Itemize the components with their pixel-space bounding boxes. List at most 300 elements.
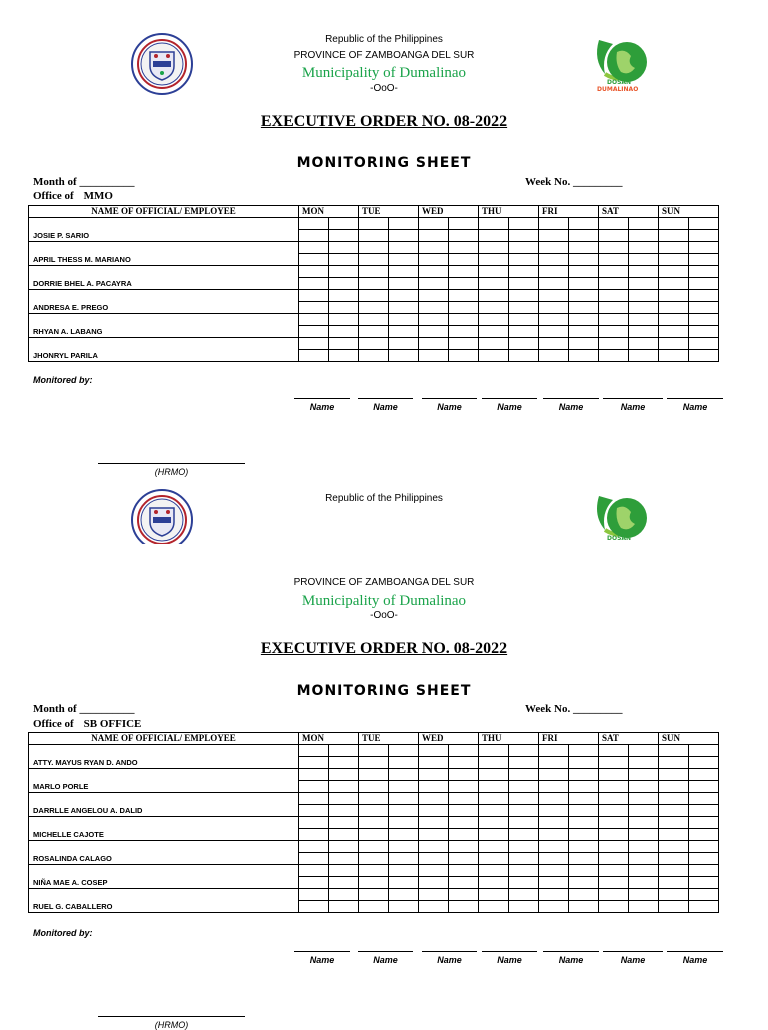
attendance-cell[interactable] [539,242,569,254]
attendance-cell[interactable] [509,757,539,769]
attendance-cell[interactable] [299,338,329,350]
attendance-cell[interactable] [359,805,389,817]
attendance-cell[interactable] [419,781,449,793]
attendance-cell[interactable] [539,230,569,242]
attendance-cell[interactable] [389,350,419,362]
attendance-cell[interactable] [599,266,629,278]
attendance-cell[interactable] [659,817,689,829]
attendance-cell[interactable] [659,889,689,901]
attendance-cell[interactable] [569,230,599,242]
attendance-cell[interactable] [389,901,419,913]
attendance-cell[interactable] [659,829,689,841]
attendance-cell[interactable] [329,218,359,230]
attendance-cell[interactable] [329,266,359,278]
attendance-cell[interactable] [539,326,569,338]
attendance-cell[interactable] [599,350,629,362]
attendance-cell[interactable] [299,901,329,913]
attendance-cell[interactable] [569,829,599,841]
attendance-cell[interactable] [299,889,329,901]
attendance-cell[interactable] [329,877,359,889]
attendance-cell[interactable] [599,290,629,302]
attendance-cell[interactable] [569,805,599,817]
attendance-cell[interactable] [539,254,569,266]
attendance-cell[interactable] [689,302,719,314]
attendance-cell[interactable] [299,757,329,769]
attendance-cell[interactable] [659,254,689,266]
attendance-cell[interactable] [479,841,509,853]
attendance-cell[interactable] [359,242,389,254]
attendance-cell[interactable] [659,278,689,290]
attendance-cell[interactable] [419,757,449,769]
attendance-cell[interactable] [599,889,629,901]
attendance-cell[interactable] [539,314,569,326]
attendance-cell[interactable] [689,877,719,889]
attendance-cell[interactable] [359,853,389,865]
attendance-cell[interactable] [689,757,719,769]
attendance-cell[interactable] [479,853,509,865]
attendance-cell[interactable] [299,829,329,841]
attendance-cell[interactable] [419,290,449,302]
attendance-cell[interactable] [389,302,419,314]
attendance-cell[interactable] [389,889,419,901]
attendance-cell[interactable] [599,793,629,805]
attendance-cell[interactable] [629,338,659,350]
attendance-cell[interactable] [479,302,509,314]
attendance-cell[interactable] [389,841,419,853]
attendance-cell[interactable] [449,817,479,829]
attendance-cell[interactable] [659,769,689,781]
attendance-cell[interactable] [329,254,359,266]
attendance-cell[interactable] [329,745,359,757]
attendance-cell[interactable] [419,254,449,266]
attendance-cell[interactable] [419,841,449,853]
attendance-cell[interactable] [599,278,629,290]
attendance-cell[interactable] [449,853,479,865]
attendance-cell[interactable] [569,769,599,781]
attendance-cell[interactable] [479,769,509,781]
attendance-cell[interactable] [359,254,389,266]
attendance-cell[interactable] [359,769,389,781]
attendance-cell[interactable] [659,841,689,853]
attendance-cell[interactable] [629,350,659,362]
attendance-cell[interactable] [689,278,719,290]
attendance-cell[interactable] [329,350,359,362]
attendance-cell[interactable] [359,817,389,829]
attendance-cell[interactable] [419,877,449,889]
attendance-cell[interactable] [359,350,389,362]
attendance-cell[interactable] [569,757,599,769]
attendance-cell[interactable] [539,350,569,362]
attendance-cell[interactable] [689,793,719,805]
attendance-cell[interactable] [629,290,659,302]
attendance-cell[interactable] [569,338,599,350]
attendance-cell[interactable] [539,829,569,841]
attendance-cell[interactable] [329,278,359,290]
attendance-cell[interactable] [389,781,419,793]
attendance-cell[interactable] [479,266,509,278]
attendance-cell[interactable] [629,793,659,805]
attendance-cell[interactable] [449,745,479,757]
attendance-cell[interactable] [419,745,449,757]
attendance-cell[interactable] [509,865,539,877]
attendance-cell[interactable] [419,805,449,817]
attendance-cell[interactable] [599,901,629,913]
attendance-cell[interactable] [419,793,449,805]
attendance-cell[interactable] [449,757,479,769]
attendance-cell[interactable] [359,901,389,913]
attendance-cell[interactable] [689,829,719,841]
attendance-cell[interactable] [389,218,419,230]
attendance-cell[interactable] [419,889,449,901]
attendance-cell[interactable] [329,314,359,326]
attendance-cell[interactable] [689,865,719,877]
attendance-cell[interactable] [689,853,719,865]
attendance-cell[interactable] [389,278,419,290]
attendance-cell[interactable] [479,901,509,913]
attendance-cell[interactable] [539,302,569,314]
attendance-cell[interactable] [449,254,479,266]
attendance-cell[interactable] [299,254,329,266]
attendance-cell[interactable] [449,230,479,242]
attendance-cell[interactable] [359,230,389,242]
attendance-cell[interactable] [389,877,419,889]
attendance-cell[interactable] [599,865,629,877]
attendance-cell[interactable] [689,841,719,853]
attendance-cell[interactable] [569,290,599,302]
attendance-cell[interactable] [389,757,419,769]
attendance-cell[interactable] [389,865,419,877]
attendance-cell[interactable] [509,781,539,793]
attendance-cell[interactable] [419,769,449,781]
attendance-cell[interactable] [629,877,659,889]
attendance-cell[interactable] [299,745,329,757]
attendance-cell[interactable] [599,218,629,230]
attendance-cell[interactable] [479,781,509,793]
attendance-cell[interactable] [419,350,449,362]
attendance-cell[interactable] [329,793,359,805]
attendance-cell[interactable] [629,218,659,230]
attendance-cell[interactable] [329,829,359,841]
attendance-cell[interactable] [689,254,719,266]
attendance-cell[interactable] [689,266,719,278]
attendance-cell[interactable] [359,889,389,901]
attendance-cell[interactable] [479,745,509,757]
attendance-cell[interactable] [539,805,569,817]
attendance-cell[interactable] [569,901,599,913]
attendance-cell[interactable] [629,757,659,769]
attendance-cell[interactable] [419,266,449,278]
attendance-cell[interactable] [509,338,539,350]
attendance-cell[interactable] [509,769,539,781]
attendance-cell[interactable] [539,338,569,350]
attendance-cell[interactable] [479,242,509,254]
attendance-cell[interactable] [689,769,719,781]
attendance-cell[interactable] [629,853,659,865]
attendance-cell[interactable] [299,290,329,302]
attendance-cell[interactable] [509,278,539,290]
attendance-cell[interactable] [299,266,329,278]
attendance-cell[interactable] [299,326,329,338]
attendance-cell[interactable] [449,805,479,817]
attendance-cell[interactable] [569,314,599,326]
attendance-cell[interactable] [299,230,329,242]
attendance-cell[interactable] [569,218,599,230]
attendance-cell[interactable] [539,218,569,230]
attendance-cell[interactable] [419,314,449,326]
attendance-cell[interactable] [599,877,629,889]
attendance-cell[interactable] [449,242,479,254]
attendance-cell[interactable] [359,338,389,350]
attendance-cell[interactable] [629,278,659,290]
attendance-cell[interactable] [479,817,509,829]
attendance-cell[interactable] [509,805,539,817]
attendance-cell[interactable] [329,889,359,901]
attendance-cell[interactable] [359,877,389,889]
attendance-cell[interactable] [539,853,569,865]
attendance-cell[interactable] [419,865,449,877]
attendance-cell[interactable] [689,889,719,901]
attendance-cell[interactable] [539,745,569,757]
attendance-cell[interactable] [659,326,689,338]
attendance-cell[interactable] [419,218,449,230]
attendance-cell[interactable] [449,781,479,793]
attendance-cell[interactable] [689,338,719,350]
attendance-cell[interactable] [389,805,419,817]
attendance-cell[interactable] [539,901,569,913]
attendance-cell[interactable] [659,314,689,326]
attendance-cell[interactable] [359,865,389,877]
attendance-cell[interactable] [479,290,509,302]
attendance-cell[interactable] [449,266,479,278]
attendance-cell[interactable] [329,853,359,865]
attendance-cell[interactable] [359,829,389,841]
attendance-cell[interactable] [299,781,329,793]
attendance-cell[interactable] [509,290,539,302]
attendance-cell[interactable] [329,781,359,793]
attendance-cell[interactable] [509,230,539,242]
attendance-cell[interactable] [509,254,539,266]
attendance-cell[interactable] [509,889,539,901]
attendance-cell[interactable] [479,218,509,230]
attendance-cell[interactable] [539,841,569,853]
attendance-cell[interactable] [419,242,449,254]
attendance-cell[interactable] [359,266,389,278]
attendance-cell[interactable] [509,793,539,805]
attendance-cell[interactable] [509,841,539,853]
attendance-cell[interactable] [599,230,629,242]
attendance-cell[interactable] [659,302,689,314]
attendance-cell[interactable] [479,254,509,266]
attendance-cell[interactable] [629,901,659,913]
attendance-cell[interactable] [389,242,419,254]
attendance-cell[interactable] [629,889,659,901]
attendance-cell[interactable] [569,841,599,853]
attendance-cell[interactable] [299,278,329,290]
attendance-cell[interactable] [419,302,449,314]
attendance-cell[interactable] [479,865,509,877]
attendance-cell[interactable] [659,901,689,913]
attendance-cell[interactable] [359,278,389,290]
attendance-cell[interactable] [599,242,629,254]
attendance-cell[interactable] [479,278,509,290]
attendance-cell[interactable] [599,805,629,817]
attendance-cell[interactable] [659,877,689,889]
attendance-cell[interactable] [419,278,449,290]
attendance-cell[interactable] [629,781,659,793]
attendance-cell[interactable] [539,278,569,290]
attendance-cell[interactable] [629,829,659,841]
attendance-cell[interactable] [629,841,659,853]
attendance-cell[interactable] [389,745,419,757]
attendance-cell[interactable] [599,781,629,793]
attendance-cell[interactable] [569,865,599,877]
attendance-cell[interactable] [569,817,599,829]
attendance-cell[interactable] [629,805,659,817]
attendance-cell[interactable] [689,218,719,230]
attendance-cell[interactable] [359,302,389,314]
attendance-cell[interactable] [659,757,689,769]
attendance-cell[interactable] [539,290,569,302]
attendance-cell[interactable] [689,901,719,913]
attendance-cell[interactable] [479,793,509,805]
attendance-cell[interactable] [599,254,629,266]
attendance-cell[interactable] [569,745,599,757]
attendance-cell[interactable] [389,829,419,841]
attendance-cell[interactable] [389,326,419,338]
attendance-cell[interactable] [569,877,599,889]
attendance-cell[interactable] [329,326,359,338]
attendance-cell[interactable] [659,290,689,302]
attendance-cell[interactable] [479,314,509,326]
attendance-cell[interactable] [689,745,719,757]
attendance-cell[interactable] [659,242,689,254]
attendance-cell[interactable] [449,889,479,901]
attendance-cell[interactable] [419,901,449,913]
attendance-cell[interactable] [599,829,629,841]
attendance-cell[interactable] [299,805,329,817]
attendance-cell[interactable] [569,326,599,338]
attendance-cell[interactable] [539,817,569,829]
attendance-cell[interactable] [329,242,359,254]
attendance-cell[interactable] [569,266,599,278]
attendance-cell[interactable] [659,793,689,805]
attendance-cell[interactable] [539,757,569,769]
attendance-cell[interactable] [509,853,539,865]
attendance-cell[interactable] [449,326,479,338]
attendance-cell[interactable] [389,314,419,326]
attendance-cell[interactable] [599,338,629,350]
attendance-cell[interactable] [569,853,599,865]
attendance-cell[interactable] [599,745,629,757]
attendance-cell[interactable] [479,338,509,350]
attendance-cell[interactable] [389,338,419,350]
attendance-cell[interactable] [389,230,419,242]
attendance-cell[interactable] [659,745,689,757]
attendance-cell[interactable] [299,350,329,362]
attendance-cell[interactable] [329,769,359,781]
attendance-cell[interactable] [329,338,359,350]
attendance-cell[interactable] [419,853,449,865]
attendance-cell[interactable] [449,865,479,877]
attendance-cell[interactable] [689,242,719,254]
attendance-cell[interactable] [659,350,689,362]
attendance-cell[interactable] [539,793,569,805]
attendance-cell[interactable] [359,314,389,326]
attendance-cell[interactable] [359,841,389,853]
attendance-cell[interactable] [329,841,359,853]
attendance-cell[interactable] [509,242,539,254]
attendance-cell[interactable] [389,254,419,266]
attendance-cell[interactable] [479,805,509,817]
attendance-cell[interactable] [599,841,629,853]
attendance-cell[interactable] [509,877,539,889]
attendance-cell[interactable] [689,781,719,793]
attendance-cell[interactable] [539,889,569,901]
attendance-cell[interactable] [659,805,689,817]
attendance-cell[interactable] [509,326,539,338]
attendance-cell[interactable] [539,769,569,781]
attendance-cell[interactable] [659,338,689,350]
attendance-cell[interactable] [569,302,599,314]
attendance-cell[interactable] [329,865,359,877]
attendance-cell[interactable] [629,817,659,829]
attendance-cell[interactable] [509,314,539,326]
attendance-cell[interactable] [389,266,419,278]
attendance-cell[interactable] [449,901,479,913]
attendance-cell[interactable] [509,266,539,278]
attendance-cell[interactable] [689,326,719,338]
attendance-cell[interactable] [299,314,329,326]
attendance-cell[interactable] [659,230,689,242]
attendance-cell[interactable] [329,805,359,817]
attendance-cell[interactable] [659,266,689,278]
attendance-cell[interactable] [299,817,329,829]
attendance-cell[interactable] [509,218,539,230]
attendance-cell[interactable] [659,218,689,230]
attendance-cell[interactable] [539,865,569,877]
attendance-cell[interactable] [419,230,449,242]
attendance-cell[interactable] [449,290,479,302]
attendance-cell[interactable] [629,254,659,266]
attendance-cell[interactable] [449,278,479,290]
attendance-cell[interactable] [569,254,599,266]
attendance-cell[interactable] [479,889,509,901]
attendance-cell[interactable] [299,865,329,877]
attendance-cell[interactable] [359,218,389,230]
attendance-cell[interactable] [509,901,539,913]
attendance-cell[interactable] [419,829,449,841]
attendance-cell[interactable] [599,302,629,314]
attendance-cell[interactable] [599,314,629,326]
attendance-cell[interactable] [299,769,329,781]
attendance-cell[interactable] [449,314,479,326]
attendance-cell[interactable] [539,877,569,889]
attendance-cell[interactable] [509,817,539,829]
attendance-cell[interactable] [449,302,479,314]
attendance-cell[interactable] [479,326,509,338]
attendance-cell[interactable] [449,829,479,841]
attendance-cell[interactable] [509,302,539,314]
attendance-cell[interactable] [569,793,599,805]
attendance-cell[interactable] [329,290,359,302]
attendance-cell[interactable] [689,805,719,817]
attendance-cell[interactable] [299,877,329,889]
attendance-cell[interactable] [599,853,629,865]
attendance-cell[interactable] [539,266,569,278]
attendance-cell[interactable] [389,290,419,302]
attendance-cell[interactable] [389,853,419,865]
attendance-cell[interactable] [449,877,479,889]
